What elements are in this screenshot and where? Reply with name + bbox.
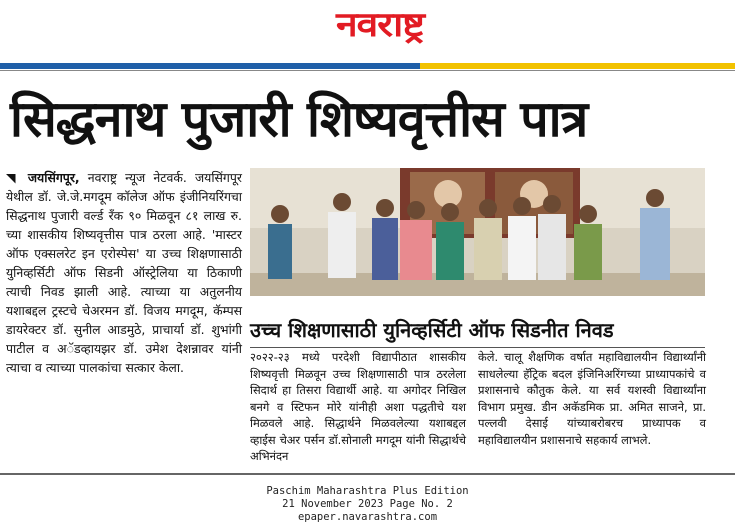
band-yellow <box>420 63 735 69</box>
subheading-rule <box>250 347 705 348</box>
band-blue <box>0 63 420 69</box>
article-body-right: केले. चालू शैक्षणिक वर्षात महाविद्यालयीन विद्यार्थ्यांनी साधलेल्या हॅट्रिक बदल इंजिनिअरिंगच्या प्राध्यापकांचे व प्रशासनाचे कौतुक केले. या सर्व यशस्वी विद्यार्थ्यांना विभाग प्रमुख. डीन अकॅडमिक प्रा. अमित साजने, प्रा. पल्लवी देसाई यांच्याबरोबरच प्राध्यापक व महाविद्यालयीन प्रशासनाचे सहकार्य लाभले. <box>478 350 706 447</box>
band-rule <box>0 70 735 71</box>
article-body-middle: २०२२-२३ मध्ये परदेशी विद्यापीठात शासकीय शिष्यवृत्ती मिळवून उच्च शिक्षणासाठी पात्र ठरलेला सिदार्थ हा तिसरा विद्यार्थी आहे. या अगोदर निखिल बनगे व स्टिफन मोरे यांनीही अशा पद्धतीचे यश मिळवले आहे. सिद्धार्थने मिळवलेल्या यशाबद्दल व्हाईस चेअर पर्सन डॉ.सोनाली मगदूम यांनी सिद्धार्थचे अभिनंदन <box>250 350 466 463</box>
newspaper-logo[interactable]: नवराष्ट्र <box>335 5 424 45</box>
footer-rule <box>0 473 735 475</box>
article-body-left <box>6 168 242 473</box>
dateline: जयसिंगपूर, <box>27 170 80 185</box>
edition-name: Paschim Maharashtra Plus Edition <box>266 485 469 497</box>
article-subheading: उच्च शिक्षणासाठी युनिव्हर्सिटी ऑफ सिडनीत निवड <box>250 318 614 342</box>
body-left-text: जयसिंगपूर येथील डॉ. जे.जे.मगदूम कॉलेज ऑफ इंजीनियरिंगचा सिद्धनाथ पुजारी वर्ल्ड रँक ९० मिळवून ८१ लाख रु. च्या शासकीय शिष्यवृत्तीस पात्र ठरला आहे. 'मास्टर ऑफ एक्सलरेट इन एरोस्पेस' या उच्च शिक्षणासाठी युनिव्हर्सिटी ऑफ सिडनी ऑस्ट्रेलिया या ठिकाणी त्याची निवड झाली आहे. त्याच्या या अतुलनीय यशाबद्दल ट्रस्टचे चेअरमन डॉ. विजय मगदूम, कॅम्पस डायरेक्टर डॉ. सुनील आडमुठे, प्राचार्या डॉ. शुभांगी पाटील व अॅडव्हायझर डॉ. उमेश देशन्नावर यांनी त्याचा व त्याच्या पालकांचा सत्कार केला. <box>6 170 242 375</box>
group-photo-illustration <box>250 168 705 296</box>
masthead-band <box>0 63 735 69</box>
news-photo <box>250 168 705 296</box>
edition-footer <box>0 485 735 530</box>
article-headline: सिद्धनाथ पुजारी शिष्यवृत्तीस पात्र <box>10 90 588 148</box>
epaper-link[interactable]: epaper.navarashtra.com <box>297 511 438 523</box>
edition-date-page: 21 November 2023 Page No. 2 <box>282 498 453 510</box>
bullet-mark: ◥ <box>6 170 28 185</box>
byline: नवराष्ट्र न्यूज नेटवर्क. <box>79 170 187 185</box>
masthead <box>0 0 735 50</box>
